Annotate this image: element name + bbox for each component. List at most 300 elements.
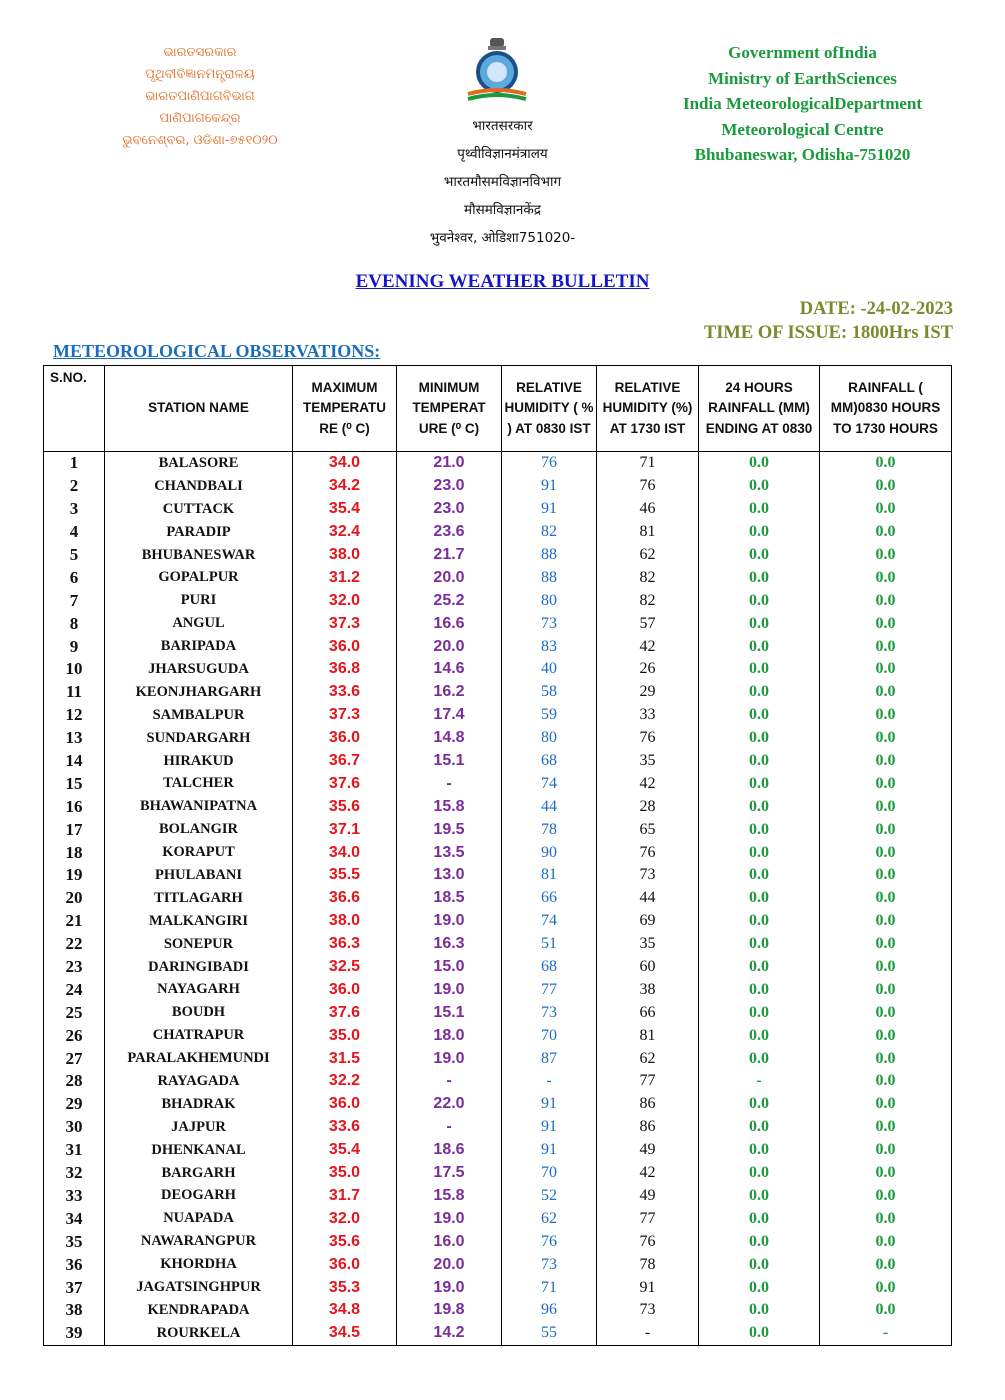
cell-rain-0830-1730: 0.0	[820, 1253, 952, 1276]
cell-rain-24h: 0.0	[699, 452, 820, 475]
cell-rain-0830-1730: 0.0	[820, 1299, 952, 1322]
table-row	[44, 978, 952, 1001]
cell-min-temp: -	[397, 1116, 502, 1139]
cell-sno: 23	[44, 956, 105, 979]
table-row	[44, 933, 952, 956]
cell-sno: 38	[44, 1299, 105, 1322]
cell-rain-24h: 0.0	[699, 818, 820, 841]
cell-station: ANGUL	[105, 612, 293, 635]
cell-max-temp: 32.0	[293, 1207, 397, 1230]
cell-rain-0830-1730: 0.0	[820, 1047, 952, 1070]
cell-rain-24h: 0.0	[699, 1001, 820, 1024]
cell-rh-1730: 69	[597, 910, 699, 933]
cell-rain-0830-1730: 0.0	[820, 887, 952, 910]
cell-sno: 25	[44, 1001, 105, 1024]
cell-sno: 13	[44, 727, 105, 750]
cell-rh-0830: 59	[502, 704, 597, 727]
english-header	[655, 40, 950, 168]
cell-max-temp: 32.0	[293, 589, 397, 612]
cell-rh-1730: 33	[597, 704, 699, 727]
cell-sno: 18	[44, 841, 105, 864]
cell-rh-1730: 65	[597, 818, 699, 841]
cell-rh-0830: 70	[502, 1024, 597, 1047]
cell-rh-0830: 52	[502, 1185, 597, 1208]
cell-sno: 5	[44, 544, 105, 567]
cell-rain-24h: 0.0	[699, 1162, 820, 1185]
cell-rh-0830: 91	[502, 1093, 597, 1116]
cell-station: KENDRAPADA	[105, 1299, 293, 1322]
cell-max-temp: 34.0	[293, 452, 397, 475]
cell-rh-0830: 91	[502, 1139, 597, 1162]
cell-rain-0830-1730: 0.0	[820, 864, 952, 887]
cell-sno: 34	[44, 1207, 105, 1230]
cell-station: JHARSUGUDA	[105, 658, 293, 681]
cell-min-temp: 17.5	[397, 1162, 502, 1185]
cell-rain-0830-1730: 0.0	[820, 452, 952, 475]
table-row	[44, 1207, 952, 1230]
cell-max-temp: 37.6	[293, 1001, 397, 1024]
cell-rh-0830: 40	[502, 658, 597, 681]
cell-min-temp: 19.5	[397, 818, 502, 841]
hindi-line: मौसमविज्ञानकेंद्र	[464, 202, 541, 218]
table-row	[44, 544, 952, 567]
cell-sno: 4	[44, 521, 105, 544]
cell-station: KORAPUT	[105, 841, 293, 864]
cell-rain-24h: 0.0	[699, 1139, 820, 1162]
cell-rh-1730: 35	[597, 750, 699, 773]
cell-rh-1730: 76	[597, 1230, 699, 1253]
cell-station: CUTTACK	[105, 498, 293, 521]
cell-min-temp: 16.0	[397, 1230, 502, 1253]
table-row	[44, 1299, 952, 1322]
cell-max-temp: 37.1	[293, 818, 397, 841]
cell-station: KHORDHA	[105, 1253, 293, 1276]
cell-sno: 14	[44, 750, 105, 773]
cell-max-temp: 33.6	[293, 1116, 397, 1139]
cell-rh-0830: 70	[502, 1162, 597, 1185]
cell-rh-1730: 42	[597, 1162, 699, 1185]
cell-rain-0830-1730: 0.0	[820, 727, 952, 750]
cell-station: BOLANGIR	[105, 818, 293, 841]
cell-max-temp: 35.6	[293, 1230, 397, 1253]
cell-station: TITLAGARH	[105, 887, 293, 910]
cell-station: BHADRAK	[105, 1093, 293, 1116]
cell-min-temp: 14.8	[397, 727, 502, 750]
cell-max-temp: 31.7	[293, 1185, 397, 1208]
cell-rh-1730: 82	[597, 566, 699, 589]
cell-rain-0830-1730: 0.0	[820, 910, 952, 933]
cell-station: NAWARANGPUR	[105, 1230, 293, 1253]
cell-rain-0830-1730: 0.0	[820, 475, 952, 498]
cell-rain-0830-1730: 0.0	[820, 635, 952, 658]
cell-max-temp: 36.3	[293, 933, 397, 956]
cell-rh-1730: 86	[597, 1116, 699, 1139]
table-row	[44, 956, 952, 979]
cell-rh-0830: 91	[502, 475, 597, 498]
cell-rh-0830: 83	[502, 635, 597, 658]
cell-rh-1730: 81	[597, 1024, 699, 1047]
cell-station: RAYAGADA	[105, 1070, 293, 1093]
table-row	[44, 727, 952, 750]
cell-rh-1730: 29	[597, 681, 699, 704]
cell-max-temp: 36.7	[293, 750, 397, 773]
cell-min-temp: -	[397, 772, 502, 795]
cell-station: TALCHER	[105, 772, 293, 795]
cell-rain-24h: -	[699, 1070, 820, 1093]
cell-station: CHATRAPUR	[105, 1024, 293, 1047]
cell-min-temp: 15.8	[397, 795, 502, 818]
cell-max-temp: 36.8	[293, 658, 397, 681]
hindi-line: भारतमौसमविज्ञानविभाग	[443, 174, 562, 190]
cell-max-temp: 32.4	[293, 521, 397, 544]
odia-line: ପୃଥିବୀବିଜ୍ଞାନମନ୍ତ୍ରାଳୟ	[145, 67, 255, 82]
cell-rh-1730: 62	[597, 544, 699, 567]
cell-station: SAMBALPUR	[105, 704, 293, 727]
cell-sno: 28	[44, 1070, 105, 1093]
cell-station: ROURKELA	[105, 1322, 293, 1345]
cell-rh-0830: 51	[502, 933, 597, 956]
cell-sno: 12	[44, 704, 105, 727]
cell-max-temp: 32.5	[293, 956, 397, 979]
cell-sno: 21	[44, 910, 105, 933]
cell-max-temp: 32.2	[293, 1070, 397, 1093]
cell-min-temp: 17.4	[397, 704, 502, 727]
cell-rh-0830: 88	[502, 544, 597, 567]
cell-rh-0830: 80	[502, 589, 597, 612]
hindi-line: भुवनेश्वर, ओडिशा751020-	[429, 230, 576, 246]
table-row	[44, 1253, 952, 1276]
cell-min-temp: 16.2	[397, 681, 502, 704]
cell-station: JAJPUR	[105, 1116, 293, 1139]
cell-rh-1730: 73	[597, 864, 699, 887]
cell-rh-0830: 90	[502, 841, 597, 864]
cell-min-temp: 23.6	[397, 521, 502, 544]
cell-rain-0830-1730: 0.0	[820, 978, 952, 1001]
hindi-header	[380, 112, 625, 252]
cell-rh-0830: 76	[502, 1230, 597, 1253]
cell-max-temp: 35.3	[293, 1276, 397, 1299]
table-row	[44, 1070, 952, 1093]
cell-min-temp: 18.5	[397, 887, 502, 910]
cell-rain-0830-1730: 0.0	[820, 933, 952, 956]
observations-table	[43, 365, 952, 1346]
table-row	[44, 566, 952, 589]
cell-rain-0830-1730: 0.0	[820, 772, 952, 795]
odia-line: ଭାରତପାଣିପାଗବିଭାଗ	[145, 89, 255, 104]
cell-rh-0830: 80	[502, 727, 597, 750]
cell-sno: 30	[44, 1116, 105, 1139]
cell-rh-1730: 49	[597, 1139, 699, 1162]
cell-rh-1730: 28	[597, 795, 699, 818]
cell-rain-0830-1730: 0.0	[820, 704, 952, 727]
cell-min-temp: 19.0	[397, 910, 502, 933]
cell-station: DARINGIBADI	[105, 956, 293, 979]
cell-sno: 19	[44, 864, 105, 887]
odia-header	[100, 42, 300, 152]
cell-rh-1730: 57	[597, 612, 699, 635]
cell-rh-0830: 66	[502, 887, 597, 910]
cell-rh-0830: 58	[502, 681, 597, 704]
cell-station: BALASORE	[105, 452, 293, 475]
cell-rain-24h: 0.0	[699, 727, 820, 750]
cell-station: GOPALPUR	[105, 566, 293, 589]
cell-rh-0830: 55	[502, 1322, 597, 1345]
cell-rain-0830-1730: 0.0	[820, 498, 952, 521]
cell-rh-1730: 76	[597, 841, 699, 864]
cell-min-temp: 18.0	[397, 1024, 502, 1047]
cell-max-temp: 36.0	[293, 635, 397, 658]
cell-min-temp: -	[397, 1070, 502, 1093]
cell-station: PARALAKHEMUNDI	[105, 1047, 293, 1070]
header-station: STATION NAME	[105, 366, 293, 452]
cell-rh-1730: 71	[597, 452, 699, 475]
table-row	[44, 910, 952, 933]
cell-rh-1730: 81	[597, 521, 699, 544]
cell-rh-1730: 49	[597, 1185, 699, 1208]
cell-max-temp: 35.4	[293, 1139, 397, 1162]
cell-min-temp: 25.2	[397, 589, 502, 612]
cell-rain-0830-1730: 0.0	[820, 1185, 952, 1208]
cell-min-temp: 22.0	[397, 1093, 502, 1116]
issue-date: DATE: -24-02-2023	[799, 299, 953, 319]
cell-sno: 9	[44, 635, 105, 658]
table-row	[44, 589, 952, 612]
cell-sno: 8	[44, 612, 105, 635]
cell-min-temp: 15.1	[397, 750, 502, 773]
table-row	[44, 1162, 952, 1185]
table-row	[44, 864, 952, 887]
cell-rain-24h: 0.0	[699, 475, 820, 498]
cell-rain-0830-1730: 0.0	[820, 566, 952, 589]
cell-station: CHANDBALI	[105, 475, 293, 498]
cell-sno: 29	[44, 1093, 105, 1116]
table-row	[44, 750, 952, 773]
cell-max-temp: 36.0	[293, 727, 397, 750]
table-row	[44, 1047, 952, 1070]
cell-rain-0830-1730: 0.0	[820, 1024, 952, 1047]
cell-rh-1730: 76	[597, 475, 699, 498]
cell-max-temp: 34.5	[293, 1322, 397, 1345]
cell-sno: 20	[44, 887, 105, 910]
cell-max-temp: 34.0	[293, 841, 397, 864]
cell-rh-0830: 44	[502, 795, 597, 818]
table-row	[44, 681, 952, 704]
header-rain-0830-1730: RAINFALL ( MM)0830 HOURS TO 1730 HOURS	[820, 366, 952, 452]
table-row	[44, 475, 952, 498]
section-title: METEOROLOGICAL OBSERVATIONS:	[53, 341, 381, 361]
cell-rh-0830: 71	[502, 1276, 597, 1299]
cell-rain-0830-1730: 0.0	[820, 1276, 952, 1299]
cell-min-temp: 19.0	[397, 1207, 502, 1230]
table-row	[44, 887, 952, 910]
cell-sno: 31	[44, 1139, 105, 1162]
cell-station: PARADIP	[105, 521, 293, 544]
cell-sno: 24	[44, 978, 105, 1001]
table-row	[44, 498, 952, 521]
cell-rain-24h: 0.0	[699, 1322, 820, 1345]
header-rain-24h: 24 HOURS RAINFALL (MM) ENDING AT 0830	[699, 366, 820, 452]
cell-rh-0830: 62	[502, 1207, 597, 1230]
cell-sno: 2	[44, 475, 105, 498]
cell-rh-0830: 73	[502, 1001, 597, 1024]
cell-station: MALKANGIRI	[105, 910, 293, 933]
odia-line: ଭାରତସରକାର	[163, 45, 237, 60]
header-max-temp: MAXIMUM TEMPERATU RE (⁰ C)	[293, 366, 397, 452]
cell-rh-1730: 42	[597, 635, 699, 658]
cell-max-temp: 38.0	[293, 910, 397, 933]
cell-rh-0830: 68	[502, 750, 597, 773]
cell-rh-1730: 77	[597, 1207, 699, 1230]
cell-min-temp: 15.0	[397, 956, 502, 979]
table-body	[44, 452, 952, 1346]
cell-min-temp: 19.0	[397, 1276, 502, 1299]
hindi-line: भारतसरकार	[472, 118, 533, 134]
cell-station: BARGARH	[105, 1162, 293, 1185]
english-line: India MeteorologicalDepartment	[682, 94, 923, 113]
cell-rain-0830-1730: 0.0	[820, 544, 952, 567]
cell-min-temp: 20.0	[397, 635, 502, 658]
cell-rh-1730: 60	[597, 956, 699, 979]
cell-station: PHULABANI	[105, 864, 293, 887]
cell-max-temp: 36.0	[293, 978, 397, 1001]
table-row	[44, 1322, 952, 1345]
cell-rain-0830-1730: 0.0	[820, 589, 952, 612]
cell-rh-0830: 68	[502, 956, 597, 979]
cell-rain-0830-1730: 0.0	[820, 956, 952, 979]
header-min-temp: MINIMUM TEMPERAT URE (⁰ C)	[397, 366, 502, 452]
cell-rain-0830-1730: 0.0	[820, 1093, 952, 1116]
cell-max-temp: 35.4	[293, 498, 397, 521]
cell-min-temp: 15.8	[397, 1185, 502, 1208]
table-row	[44, 521, 952, 544]
cell-sno: 39	[44, 1322, 105, 1345]
cell-rh-1730: 46	[597, 498, 699, 521]
cell-rain-0830-1730: 0.0	[820, 521, 952, 544]
cell-rain-0830-1730: 0.0	[820, 681, 952, 704]
cell-station: SONEPUR	[105, 933, 293, 956]
table-row	[44, 1230, 952, 1253]
cell-rain-0830-1730: 0.0	[820, 1070, 952, 1093]
cell-max-temp: 36.0	[293, 1253, 397, 1276]
cell-rain-24h: 0.0	[699, 612, 820, 635]
cell-min-temp: 19.0	[397, 1047, 502, 1070]
cell-rain-24h: 0.0	[699, 956, 820, 979]
cell-rain-24h: 0.0	[699, 1093, 820, 1116]
table-row	[44, 452, 952, 475]
cell-station: JAGATSINGHPUR	[105, 1276, 293, 1299]
cell-station: KEONJHARGARH	[105, 681, 293, 704]
cell-max-temp: 37.3	[293, 612, 397, 635]
cell-max-temp: 37.6	[293, 772, 397, 795]
cell-rh-1730: 86	[597, 1093, 699, 1116]
cell-rh-0830: 82	[502, 521, 597, 544]
table-row	[44, 1093, 952, 1116]
cell-rh-0830: 96	[502, 1299, 597, 1322]
cell-station: BARIPADA	[105, 635, 293, 658]
cell-rain-0830-1730: 0.0	[820, 1001, 952, 1024]
cell-max-temp: 35.5	[293, 864, 397, 887]
table-row	[44, 1139, 952, 1162]
table-row	[44, 795, 952, 818]
cell-rain-24h: 0.0	[699, 910, 820, 933]
table-row	[44, 658, 952, 681]
cell-min-temp: 14.2	[397, 1322, 502, 1345]
cell-rain-0830-1730: 0.0	[820, 612, 952, 635]
cell-rh-1730: 26	[597, 658, 699, 681]
cell-rain-0830-1730: 0.0	[820, 795, 952, 818]
cell-rh-1730: 82	[597, 589, 699, 612]
cell-rh-1730: 62	[597, 1047, 699, 1070]
cell-sno: 37	[44, 1276, 105, 1299]
cell-rain-0830-1730: 0.0	[820, 1207, 952, 1230]
cell-rh-1730: 66	[597, 1001, 699, 1024]
cell-sno: 11	[44, 681, 105, 704]
cell-sno: 32	[44, 1162, 105, 1185]
cell-station: BHAWANIPATNA	[105, 795, 293, 818]
english-line: Meteorological Centre	[721, 119, 884, 139]
cell-rain-24h: 0.0	[699, 1024, 820, 1047]
cell-rain-24h: 0.0	[699, 1253, 820, 1276]
cell-min-temp: 20.0	[397, 1253, 502, 1276]
cell-max-temp: 35.6	[293, 795, 397, 818]
cell-min-temp: 20.0	[397, 566, 502, 589]
cell-rain-24h: 0.0	[699, 795, 820, 818]
cell-min-temp: 19.0	[397, 978, 502, 1001]
cell-rain-24h: 0.0	[699, 589, 820, 612]
cell-rain-24h: 0.0	[699, 521, 820, 544]
table-row	[44, 772, 952, 795]
cell-rain-24h: 0.0	[699, 1299, 820, 1322]
table-row	[44, 1185, 952, 1208]
cell-rh-0830: 74	[502, 772, 597, 795]
cell-rh-1730: 77	[597, 1070, 699, 1093]
cell-rain-24h: 0.0	[699, 1047, 820, 1070]
cell-rain-24h: 0.0	[699, 1276, 820, 1299]
cell-rh-1730: 73	[597, 1299, 699, 1322]
cell-rain-24h: 0.0	[699, 681, 820, 704]
cell-rain-0830-1730: 0.0	[820, 841, 952, 864]
cell-sno: 10	[44, 658, 105, 681]
cell-rh-0830: -	[502, 1070, 597, 1093]
cell-rh-1730: 91	[597, 1276, 699, 1299]
cell-rain-24h: 0.0	[699, 635, 820, 658]
cell-min-temp: 19.8	[397, 1299, 502, 1322]
date-block	[704, 297, 953, 345]
header-sno: S.NO.	[44, 366, 105, 452]
cell-rain-24h: 0.0	[699, 750, 820, 773]
cell-max-temp: 31.5	[293, 1047, 397, 1070]
cell-rh-1730: 76	[597, 727, 699, 750]
cell-station: PURI	[105, 589, 293, 612]
cell-rh-1730: 44	[597, 887, 699, 910]
cell-rain-24h: 0.0	[699, 933, 820, 956]
cell-rain-0830-1730: 0.0	[820, 1230, 952, 1253]
cell-rain-0830-1730: 0.0	[820, 750, 952, 773]
cell-max-temp: 35.0	[293, 1162, 397, 1185]
cell-rain-0830-1730: 0.0	[820, 1162, 952, 1185]
cell-sno: 26	[44, 1024, 105, 1047]
cell-rh-0830: 87	[502, 1047, 597, 1070]
odia-line: ଭୁବନେଶ୍ବର, ଓଡିଶା-୭୫୧୦୨୦	[122, 133, 278, 148]
cell-min-temp: 13.0	[397, 864, 502, 887]
table-row	[44, 1116, 952, 1139]
cell-rain-24h: 0.0	[699, 841, 820, 864]
cell-rain-24h: 0.0	[699, 498, 820, 521]
cell-max-temp: 31.2	[293, 566, 397, 589]
cell-rain-24h: 0.0	[699, 772, 820, 795]
cell-sno: 35	[44, 1230, 105, 1253]
cell-sno: 15	[44, 772, 105, 795]
